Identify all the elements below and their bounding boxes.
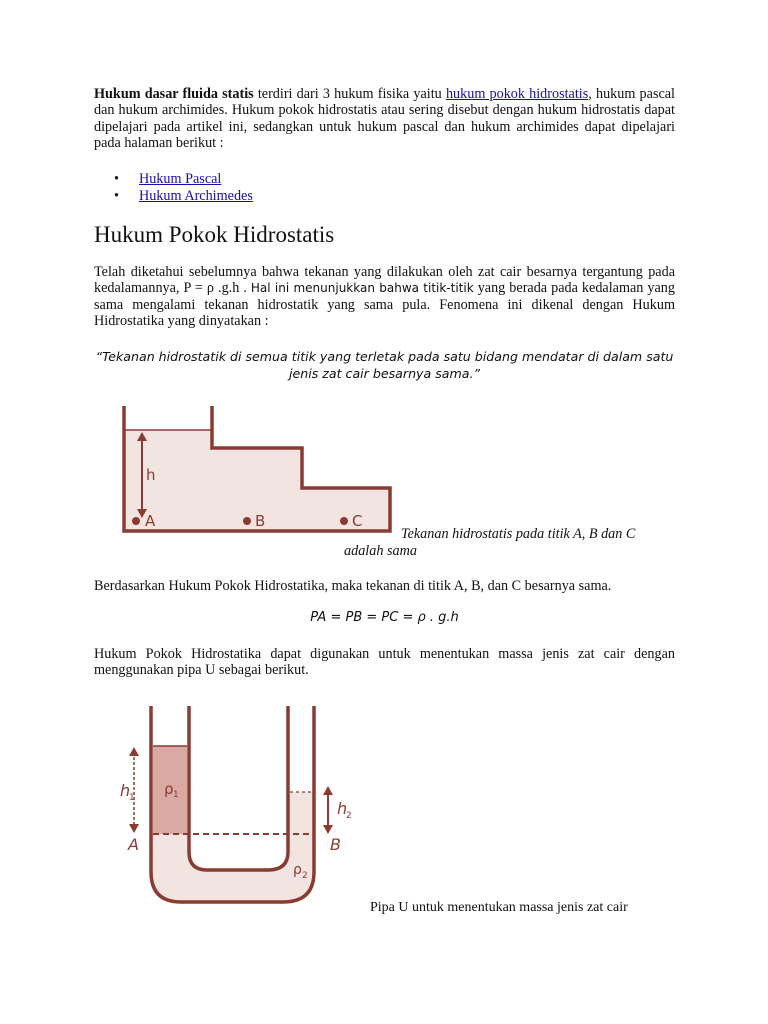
h1-subscript: 1: [129, 793, 135, 803]
list-item: [94, 188, 253, 205]
h2-label: h: [337, 799, 348, 818]
intro-bold-lead: Hukum dasar fluida statis: [94, 86, 254, 102]
paragraph-text: yang berada pada kedalaman yang sama mengalami tekanan hidrostatik yang sama pula. Fenomena ini dikenal dengan Hukum Hidrostatika yang dinyatakan :: [94, 280, 675, 330]
height-label: h: [146, 466, 156, 484]
pressure-formula: PA = PB = PC = ρ . g.h: [310, 610, 459, 625]
rho1-subscript: 1: [173, 790, 179, 800]
point-c-label: C: [352, 512, 363, 530]
section-title: Hukum Pokok Hidrostatis: [94, 222, 335, 247]
u-tube-paragraph: Hukum Pokok Hidrostatika dapat digunakan untuk menentukan massa jenis zat cair dengan menggunakan pipa U sebagai berikut.: [94, 646, 675, 679]
rho2-subscript: 2: [302, 871, 308, 881]
u-tube-diagram: [118, 704, 358, 906]
figure1-caption: Tekanan hidrostatis pada titik A, B dan C adalah sama: [344, 526, 636, 559]
hidrostatis-link[interactable]: hukum pokok hidrostatis: [445, 86, 589, 102]
law-quote: “Tekanan hidrostatik di semua titik yang terletak pada satu bidang mendatar di dalam satu jenis zat cair besarnya sama.”: [95, 349, 674, 381]
hukum-pascal-link[interactable]: Hukum Pascal: [139, 171, 222, 187]
intro-text: terdiri dari 3 hukum fisika yaitu: [253, 86, 446, 102]
paragraph-text-sans: Hal ini menunjukkan bahwa titik-titik: [250, 281, 474, 296]
point-a-marker: [132, 517, 140, 525]
list-item: [94, 171, 253, 188]
h2-arrow-down: [323, 825, 333, 834]
point-b-marker: [243, 517, 251, 525]
point-a-label: A: [128, 835, 139, 854]
pressure-statement: Berdasarkan Hukum Pokok Hidrostatika, maka tekanan di titik A, B, dan C besarnya sama.: [94, 578, 612, 594]
point-b-label: B: [255, 512, 266, 530]
intro-text-continued: , hukum pascal dan hukum archimides. Hukum pokok hidrostatis atau sering disebut dengan hukum hidrostatis dapat dipelajari pada artikel ini, sedangkan untuk hukum pascal dan hukum archimides dapat dipelajari pada halaman berikut :: [94, 86, 675, 152]
h1-arrow-down: [129, 824, 139, 833]
h1-label: h: [120, 781, 131, 800]
point-c-marker: [340, 517, 348, 525]
stepped-container-diagram: [120, 404, 392, 534]
h2-subscript: 2: [346, 811, 352, 821]
point-b-label: B: [330, 835, 341, 854]
h2-arrow-up: [323, 786, 333, 795]
h1-arrow-up: [129, 747, 139, 756]
figure2-caption: Pipa U untuk menentukan massa jenis zat cair: [370, 900, 628, 915]
rho2-label: ρ: [293, 862, 302, 878]
bullet: •: [114, 188, 119, 204]
rho1-label: ρ: [164, 780, 174, 798]
bullet: •: [114, 171, 119, 187]
u-tube-inner: [189, 706, 288, 870]
hydrostatic-paragraph: [94, 264, 675, 330]
paragraph-text: Telah diketahui sebelumnya bahwa tekanan yang dilakukan oleh zat cair besarnya tergantung pada kedalamannya, P = ρ .g.h .: [94, 264, 675, 297]
intro-paragraph: [94, 86, 675, 152]
point-a-label: A: [145, 512, 156, 530]
related-links-list: [94, 171, 253, 205]
hukum-archimedes-link[interactable]: Hukum Archimedes: [139, 188, 253, 204]
